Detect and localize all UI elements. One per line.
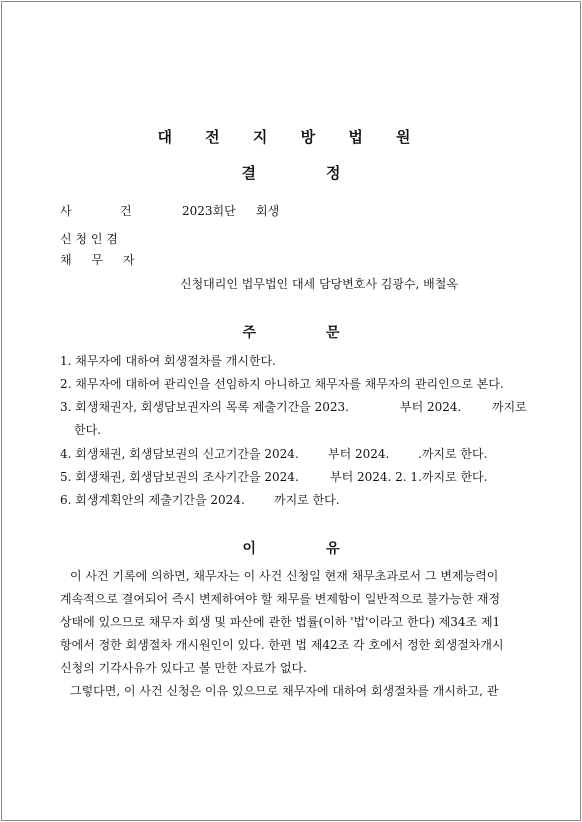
order-item-5: 5. 회생채권, 회생담보권의 조사기간을 2024. xyxy=(60,470,299,484)
order-item-3-until: 까지로 xyxy=(492,400,527,414)
reason-line-1: 이 사건 기록에 의하면, 채무자는 이 사건 신청일 현재 채무초과로서 그 변제능력이 xyxy=(70,569,499,583)
reason-heading-char-2: 유 xyxy=(326,541,340,557)
legal-agent: 신청대리인 법무법인 대세 담당변호사 김광수, 배철옥 xyxy=(180,277,458,291)
debtor-label: 채 무 자 xyxy=(60,253,143,267)
order-item-4-from: 부터 2024. xyxy=(328,447,390,461)
document-type xyxy=(2,162,580,183)
order-item-4-until: .까지로 한다. xyxy=(418,447,488,461)
order-item-1: 1. 채무자에 대하여 회생절차를 개시한다. xyxy=(60,354,276,368)
applicant-label: 신 청 인 겸 xyxy=(60,232,118,246)
reason-heading xyxy=(2,538,580,558)
order-item-4: 4. 회생채권, 회생담보권의 신고기간을 2024. xyxy=(60,447,299,461)
reason-line-6: 그렇다면, 이 사건 신청은 이유 있으므로 채무자에 대하여 회생절차를 개시하고, 관 xyxy=(70,684,499,698)
order-item-6: 6. 회생계획안의 제출기간을 2024. xyxy=(60,493,245,507)
order-item-2: 2. 채무자에 대하여 관리인을 선임하지 아니하고 채무자를 채무자의 관리인으로 본다. xyxy=(60,377,504,391)
case-type: 회생 xyxy=(256,204,280,218)
order-item-3-end: 한다. xyxy=(74,423,101,437)
reason-heading-char-1: 이 xyxy=(242,541,256,557)
case-number: 2023회단 xyxy=(182,204,236,218)
document-page xyxy=(1,1,581,821)
order-item-3-from: 부터 2024. xyxy=(400,400,462,414)
order-item-3: 3. 회생채권자, 회생담보권자의 목록 제출기간을 2023. xyxy=(60,400,349,414)
reason-line-5: 신청의 기각사유가 있다고 볼 만한 자료가 없다. xyxy=(60,661,307,675)
reason-line-2: 계속적으로 결여되어 즉시 변제하여야 할 채무를 변제함이 일반적으로 불가능한 재정 xyxy=(60,592,501,606)
order-item-5-period: 부터 2024. 2. 1.까지로 한다. xyxy=(330,470,488,484)
order-heading-char-2: 문 xyxy=(326,325,340,341)
reason-line-4: 항에서 정한 회생절차 개시원인이 있다. 한편 법 제42조 각 호에서 정한 회생절차개시 xyxy=(60,638,504,652)
case-label-1: 사 xyxy=(60,204,72,218)
court-name: 대 전 지 방 법 원 xyxy=(157,128,425,146)
order-item-6-until: 까지로 한다. xyxy=(274,493,340,507)
case-label-2: 건 xyxy=(120,204,132,218)
document-type-char-2: 정 xyxy=(326,164,341,182)
order-heading xyxy=(2,322,580,342)
document-type-char-1: 결 xyxy=(241,164,256,182)
order-heading-char-1: 주 xyxy=(242,325,256,341)
reason-line-3: 상태에 있으므로 채무자 회생 및 파산에 관한 법률(이하 '법'이라고 한다) 제34조 제1 xyxy=(60,615,501,629)
